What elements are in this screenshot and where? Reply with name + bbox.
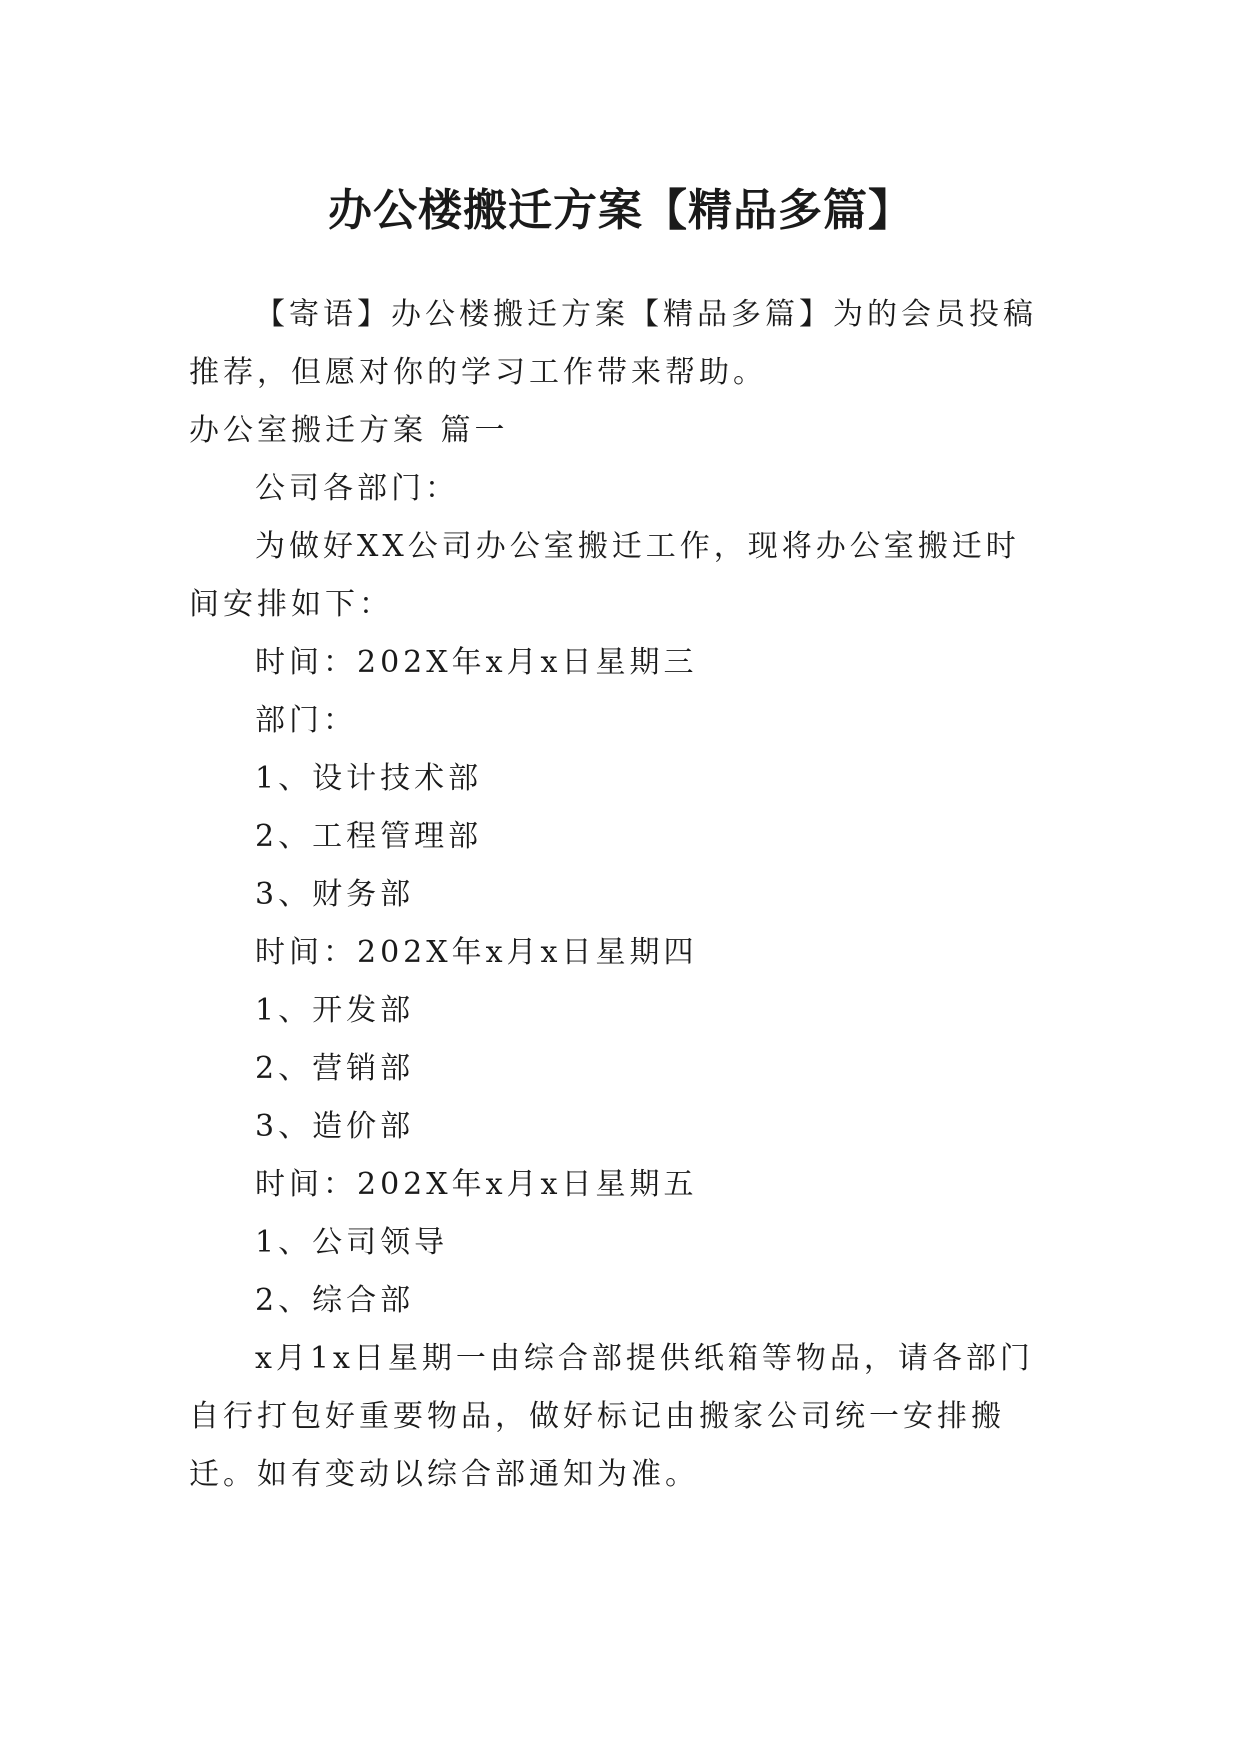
schedule-line: 1、开发部	[255, 993, 415, 1028]
salutation: 公司各部门：	[255, 471, 459, 506]
schedule-line: 时间：202X年x月x日星期三	[255, 645, 698, 680]
document-body	[189, 286, 1051, 1504]
schedule-line: 2、营销部	[255, 1051, 415, 1086]
intro-paragraph: 【寄语】办公楼搬迁方案【精品多篇】为的会员投稿推荐，但愿对你的学习工作带来帮助。	[189, 297, 1037, 390]
schedule-line: 时间：202X年x月x日星期四	[255, 935, 698, 970]
schedule-line: 2、综合部	[255, 1283, 415, 1318]
section-title: 办公室搬迁方案 篇一	[189, 413, 509, 448]
schedule-line: 2、工程管理部	[255, 819, 483, 854]
closing-paragraph: x月1x日星期一由综合部提供纸箱等物品，请各部门自行打包好重要物品，做好标记由搬家公司统一安排搬迁。如有变动以综合部通知为准。	[189, 1341, 1034, 1492]
schedule-line: 3、造价部	[255, 1109, 415, 1144]
opening-paragraph: 为做好XX公司办公室搬迁工作，现将办公室搬迁时间安排如下：	[189, 529, 1020, 622]
schedule-line: 时间：202X年x月x日星期五	[255, 1167, 698, 1202]
document-title: 办公楼搬迁方案【精品多篇】	[328, 185, 913, 237]
schedule-line: 部门：	[255, 703, 357, 738]
schedule-line: 3、财务部	[255, 877, 415, 912]
schedule-line: 1、设计技术部	[255, 761, 483, 796]
schedule-line: 1、公司领导	[255, 1225, 449, 1260]
